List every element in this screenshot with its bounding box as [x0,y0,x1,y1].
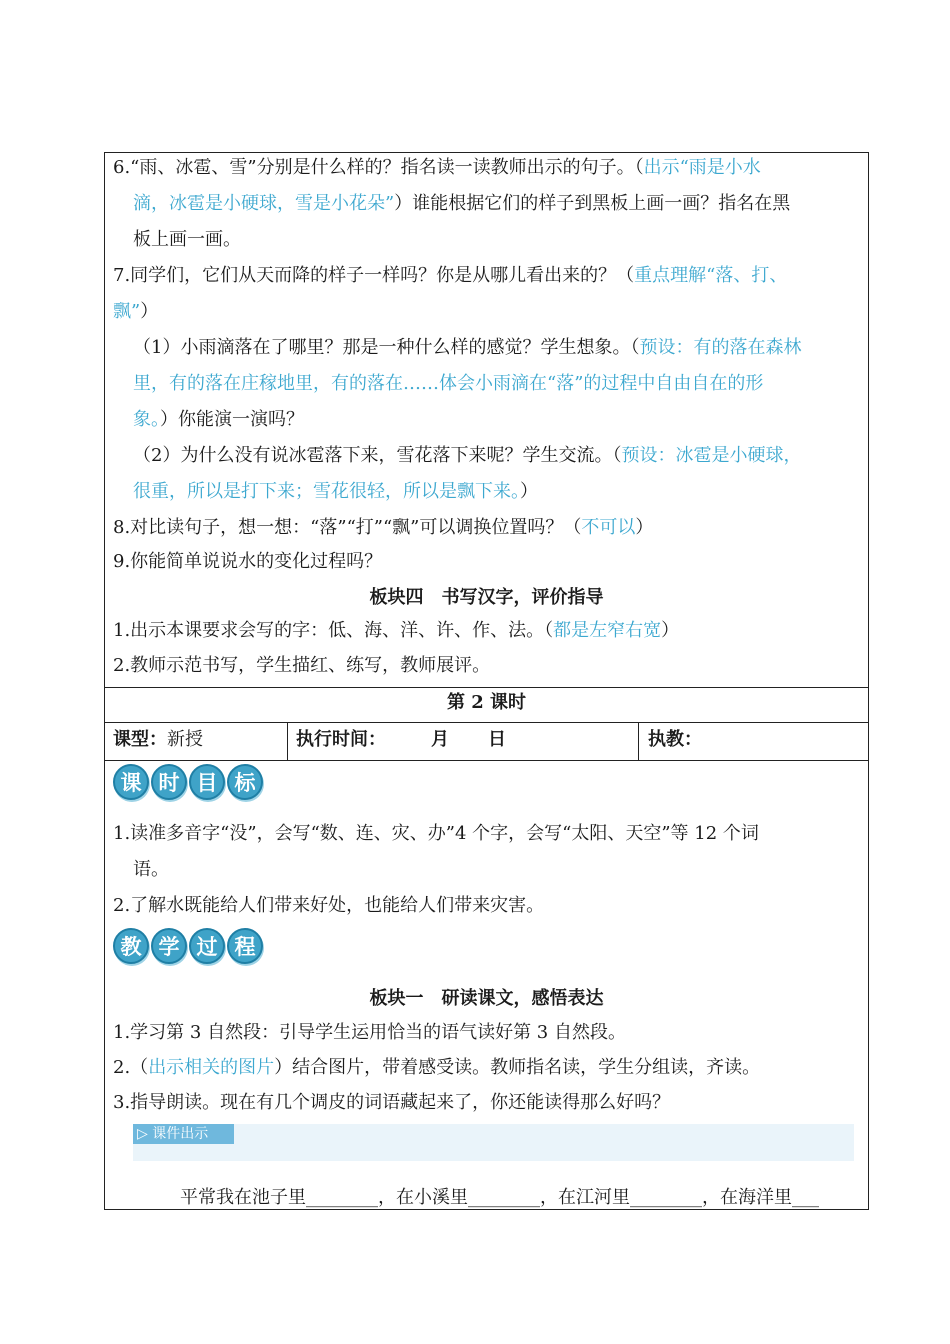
badge-char: 程 [227,928,263,964]
courseware-box [133,1124,854,1161]
step-6-line-1: 6.“雨、冰雹、雪”分别是什么样的？指名读一读教师出示的句子。（出示“雨是小水 [113,157,761,178]
divider [104,760,869,761]
teacher-label: 执教： [648,729,702,750]
step-7-sub-1-line-1: （1）小雨滴落在了哪里？那是一种什么样的感觉？学生想象。（预设：有的落在森林 [133,337,802,358]
divider [104,687,869,688]
section-heading-block-4: 板块四 书写汉字，评价指导 [369,587,604,608]
divider [287,722,288,760]
badge-char: 学 [151,928,187,964]
divider [638,722,639,760]
lesson-goals-badge [113,764,263,802]
lesson-title: 第 2 课时 [446,692,527,713]
step-9: 9.你能简单说说水的变化过程吗？ [113,551,383,572]
divider [104,722,869,723]
fill-in-sentence: 平常我在池子里________，在小溪里________，在江河里________，在海洋里___ [180,1187,819,1208]
badge-char: 教 [113,928,149,964]
goal-2: 2.了解水既能给人们带来好处，也能给人们带来灾害。 [113,895,545,916]
goal-1-line-1: 1.读准多音字“没”，会写“数、连、灾、办”4 个字，会写“太阳、天空”等 12 个词 [113,823,759,844]
process-step-2: 2.（出示相关的图片）结合图片，带着感受读。教师指名读，学生分组读，齐读。 [113,1057,761,1078]
step-7-sub-1-line-3: 象。）你能演一演吗？ [133,409,304,430]
writing-step-2: 2.教师示范书写，学生描红、练写，教师展评。 [113,655,491,676]
badge-char: 时 [151,764,187,800]
day-label: 日 [488,729,506,750]
step-7-line-1: 7.同学们，它们从天而降的样子一样吗？你是从哪儿看出来的？（重点理解“落、打、 [113,265,788,286]
step-7-sub-2-line-1: （2）为什么没有说冰雹落下来，雪花落下来呢？学生交流。（预设：冰雹是小硬球， [133,445,802,466]
teaching-process-badge [113,928,263,966]
month-label: 月 [431,729,449,750]
step-6-line-3: 板上画一画。 [133,229,241,250]
process-step-1: 1.学习第 3 自然段：引导学生运用恰当的语气读好第 3 自然段。 [113,1022,626,1043]
goal-1-line-2: 语。 [133,859,169,880]
step-6-line-2: 滴，冰雹是小硬球，雪是小花朵”）谁能根据它们的样子到黑板上画一画？指名在黑 [133,193,791,214]
writing-step-1: 1.出示本课要求会写的字：低、海、洋、许、作、法。（都是左窄右宽） [113,620,680,641]
step-7-line-2: 飘”） [113,301,159,322]
section-heading-block-1: 板块一 研读课文，感悟表达 [369,988,604,1009]
badge-char: 过 [189,928,225,964]
lesson-type: 课型：新授 [113,729,203,750]
badge-char: 课 [113,764,149,800]
step-7-sub-1-line-2: 里，有的落在庄稼地里，有的落在……体会小雨滴在“落”的过程中自由自在的形 [133,373,764,394]
badge-char: 目 [189,764,225,800]
courseware-tag: ▷ 课件出示 [133,1124,234,1144]
step-8: 8.对比读句子，想一想：“落”“打”“飘”可以调换位置吗？（不可以） [113,517,654,538]
execution-time-label: 执行时间： [296,729,386,750]
step-7-sub-2-line-2: 很重，所以是打下来；雪花很轻，所以是飘下来。） [133,481,538,502]
process-step-3: 3.指导朗读。现在有几个调皮的词语藏起来了，你还能读得那么好吗？ [113,1092,671,1113]
lesson-plan-table [104,152,869,1210]
play-icon: ▷ [137,1126,148,1142]
badge-char: 标 [227,764,263,800]
